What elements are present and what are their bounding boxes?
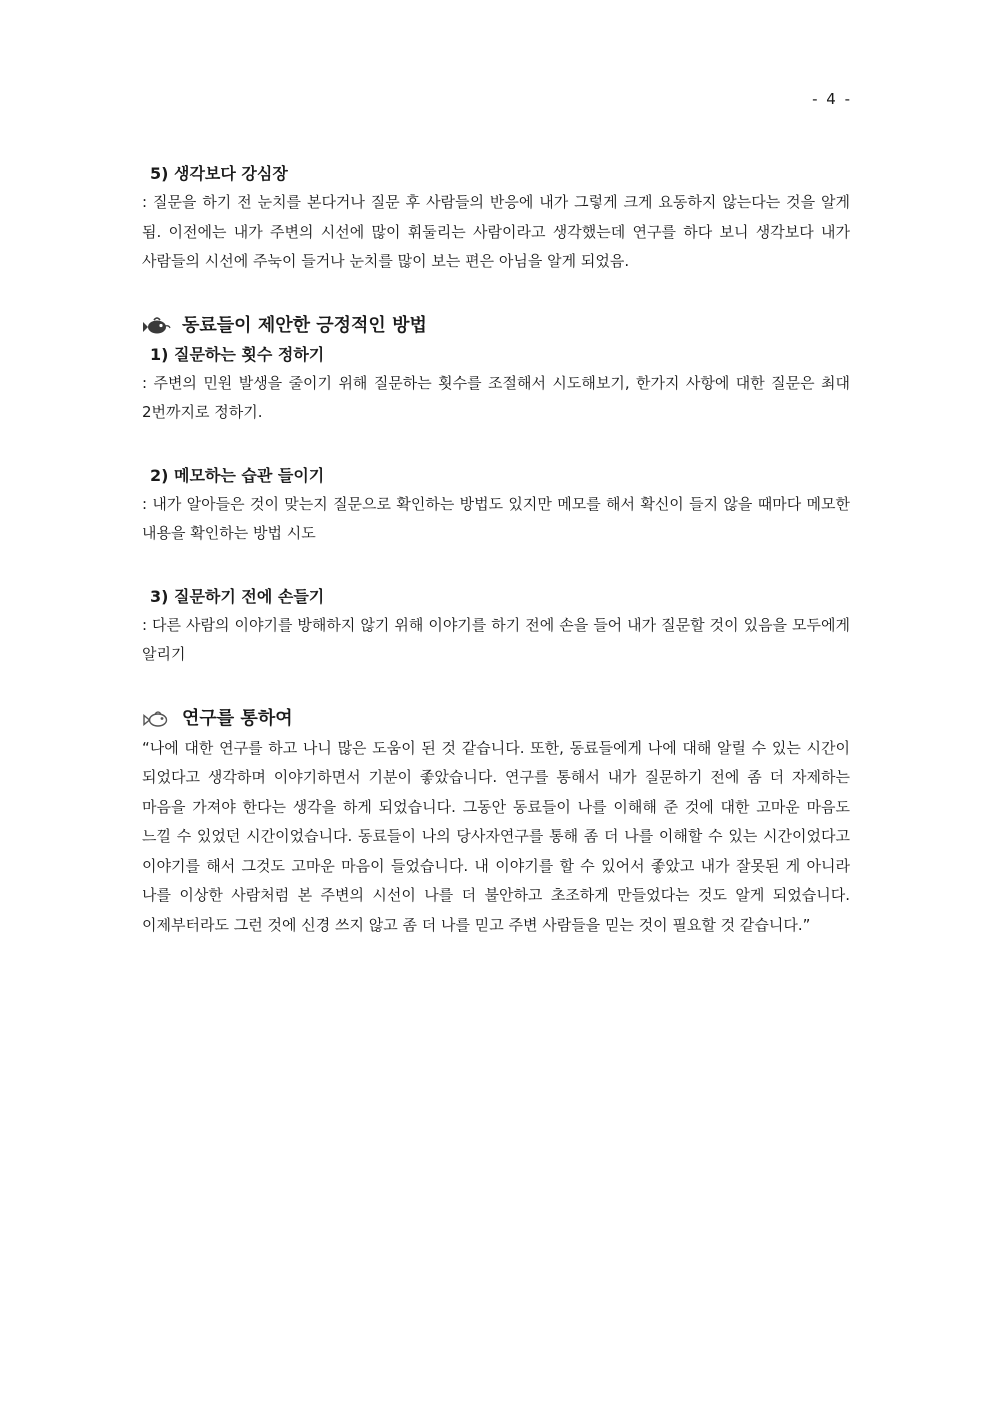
method-3-body: : 다른 사람의 이야기를 방해하지 않기 위해 이야기를 하기 전에 손을 들어 내가 질문할 것이 있음을 모두에게 알리기 — [142, 615, 850, 663]
method-2-title: 2) 메모하는 습관 들이기 — [150, 465, 325, 485]
document-body — [142, 160, 850, 940]
method-1-title: 1) 질문하는 횟수 정하기 — [150, 344, 325, 364]
methods-heading — [142, 311, 850, 341]
methods-heading-text: 동료들이 제안한 긍정적인 방법 — [182, 314, 427, 336]
fish-outline-icon — [142, 708, 172, 730]
section-5-title: 5) 생각보다 강심장 — [150, 164, 288, 183]
section-5-body: : 질문을 하기 전 눈치를 본다거나 질문 후 사람들의 반응에 내가 그렇게 크게 요동하지 않는다는 것을 알게 됨. 이전에는 내가 주변의 시선에 많이 휘둘리는 사람이라고 생각했는데 연구를 하다 보니 생각보다 내가 사람들의 시선에 주눅이 들거나 눈치를 많이 보는 편은 아님을 알게 되었음. — [142, 193, 850, 270]
reflection-body: “나에 대한 연구를 하고 나니 많은 도움이 된 것 같습니다. 또한, 동료들에게 나에 대해 알릴 수 있는 시간이 되었다고 생각하며 이야기하면서 기분이 좋았습니다. 연구를 통해서 내가 질문하기 전에 좀 더 자제하는 마음을 가져야 한다는 생각을 하게 되었습니다. 그동안 동료들이 나를 이해해 준 것에 대한 고마운 마음도 느낄 수 있었던 시간이었습니다. 동료들이 나의 당사자연구를 통해 좀 더 나를 이해할 수 있는 시간이었다고 이야기를 해서 그것도 고마운 마음이 들었습니다. 내 이야기를 할 수 있어서 좋았고 내가 잘못된 게 아니라 나를 이상한 사람처럼 본 주변의 시선이 나를 더 불안하고 초조하게 만들었다는 것도 알게 되었습니다. 이제부터라도 그런 것에 신경 쓰지 않고 좀 더 나를 믿고 주변 사람들을 믿는 것이 필요할 것 같습니다.” — [142, 738, 850, 934]
reflection-heading-text: 연구를 통하여 — [182, 707, 293, 729]
page-number: - 4 - — [812, 90, 852, 108]
fish-icon — [142, 315, 172, 337]
method-3-title: 3) 질문하기 전에 손들기 — [150, 586, 325, 606]
method-2-body: : 내가 알아들은 것이 맞는지 질문으로 확인하는 방법도 있지만 메모를 해서 확신이 들지 않을 때마다 메모한 내용을 확인하는 방법 시도 — [142, 494, 850, 542]
reflection-heading — [142, 704, 850, 734]
method-1-body: : 주변의 민원 발생을 줄이기 위해 질문하는 횟수를 조절해서 시도해보기, 한가지 사항에 대한 질문은 최대 2번까지로 정하기. — [142, 373, 850, 421]
